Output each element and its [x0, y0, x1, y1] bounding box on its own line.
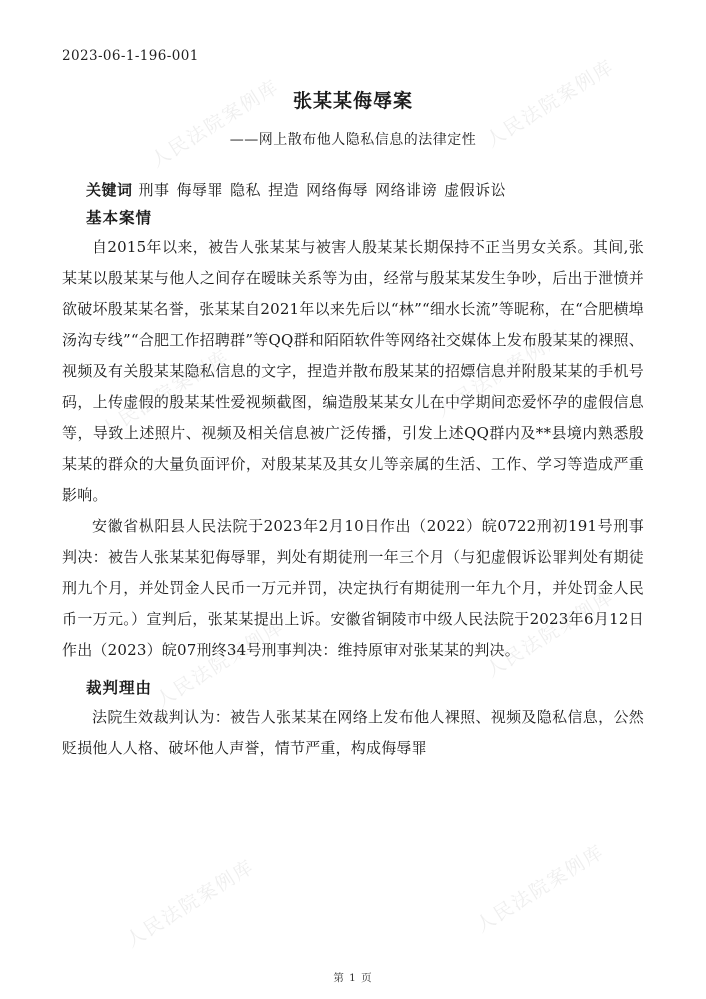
watermark-text: 人民法院案例库	[432, 325, 569, 423]
keyword-item: 网络诽谤	[375, 181, 438, 199]
keyword-item: 侮辱罪	[176, 181, 224, 199]
section-heading-basic-facts: 基本案情	[86, 208, 153, 227]
keywords-label: 关键词	[86, 181, 133, 199]
paragraph-basic-facts-2: 安徽省枞阳县人民法院于2023年2月10日作出（2022）皖0722刑初191号刑事判决：被告人张某某犯侮辱罪，判处有期徒刑一年三个月（与犯虚假诉讼罪判处有期徒刑九个月，并处罚金人民币一万元并罚，决定执行有期徒刑一年九个月，并处罚金人民币一万元。）宣判后，张某某提出上诉。安徽省铜陵市中级人民法院于2023年6月12日作出（2023）皖07刑终34号刑事判决：维持原审对张某某的判决。	[62, 517, 644, 659]
watermark-text: 人民法院案例库	[147, 75, 284, 173]
paragraph-basic-facts-1: 自2015年以来，被告人张某某与被害人殷某某长期保持不正当男女关系。其间,张某某以殷某某与他人之间存在暧昧关系等为由，经常与殷某某发生争吵，后出于泄愤并欲破坏殷某某名誉，张某某自2021年以来先后以“林”“细水长流”等昵称，在“合肥横埠汤沟专线”“合肥工作招聘群”等QQ群和陌陌软件等网络社交媒体上发布殷某某的裸照、视频及有关殷某某隐私信息的文字，捏造并散布殷某某的招嫖信息并附殷某某的手机号码，上传虚假的殷某某性爱视频截图，编造殷某某女儿在中学期间恋爱怀孕的虚假信息等，导致上述照片、视频及相关信息被广泛传播，引发上述QQ群内及**县境内熟悉殷某某的群众的大量负面评价，对殷某某及其女儿等亲属的生活、工作、学习等造成严重影响。	[62, 238, 644, 504]
paragraph-reasoning-1: 法院生效裁判认为：被告人张某某在网络上发布他人裸照、视频及隐私信息，公然贬损他人人格、破坏他人声誉，情节严重，构成侮辱罪	[62, 708, 644, 757]
watermark-text: 人民法院案例库	[97, 345, 234, 443]
keyword-item: 隐私	[230, 181, 262, 199]
keyword-item: 刑事	[138, 181, 170, 199]
keyword-item: 网络侮辱	[306, 181, 369, 199]
page-subtitle: ——网上散布他人隐私信息的法律定性	[229, 132, 477, 148]
page-footer: 第 1 页	[333, 972, 373, 984]
watermark-text: 人民法院案例库	[122, 855, 259, 953]
watermark-text: 人民法院案例库	[482, 55, 619, 153]
watermark-text: 人民法院案例库	[472, 840, 609, 938]
document-id: 2023-06-1-196-001	[62, 48, 199, 64]
section-heading-reasoning: 裁判理由	[86, 678, 153, 697]
keyword-item: 捏造	[268, 181, 300, 199]
watermark-text: 人民法院案例库	[152, 615, 289, 713]
watermark-text: 人民法院案例库	[482, 585, 619, 683]
keyword-item: 虚假诉讼	[444, 181, 507, 199]
page-title: 张某某侮辱案	[292, 90, 413, 112]
keywords-line	[62, 179, 644, 200]
